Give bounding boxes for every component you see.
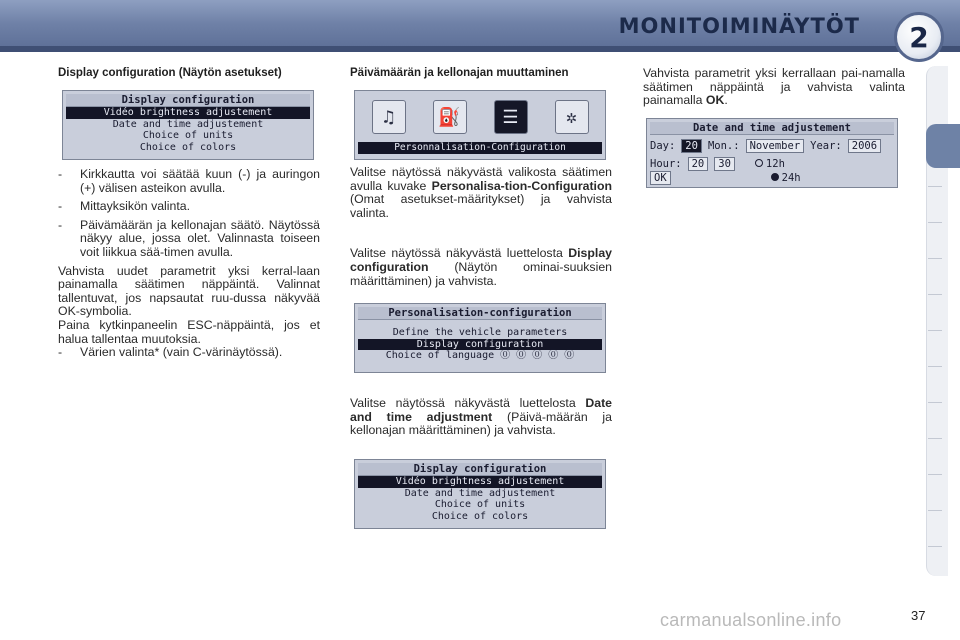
radio-icon [755,159,763,167]
paragraph [350,397,612,438]
list-item: - Värien valinta* (vain C-värinäytössä). [58,346,320,360]
side-tab-divider [928,510,942,511]
format-24h-label: 24h [781,172,801,184]
paragraph: Paina kytkinpaneelin ESC-näppäintä, jos et halua tallentaa muutoksia. [58,317,320,346]
year-label: Year: [810,140,842,152]
time-row [650,157,894,171]
day-field[interactable]: 20 [681,139,702,153]
paragraph-bold: Personalisa-tion-Configuration [431,178,612,193]
paragraph-text: (Näytön ominai-suuksien määrittäminen) ja vahvista. [350,259,612,288]
lcd-menu-item[interactable]: Date and time adjustement [112,118,264,130]
lcd-title: Display configuration [358,463,602,476]
side-tab-divider [928,294,942,295]
lcd-title: Date and time adjustement [650,122,894,135]
lighting-icon[interactable]: ✲ [555,100,589,134]
lcd-menu-item[interactable]: Choice of units [142,130,234,141]
lcd-personalisation-icons [354,90,606,160]
paragraph-text: (Omat asetukset-määritykset) ja vahvista valinta. [350,192,612,220]
list-item-text: Kirkkautta voi säätää kuun (-) ja auringon (+) välisen asteikon avulla. [80,167,320,195]
lcd-title: Display configuration [66,94,310,107]
lcd-display-configuration-2 [354,459,606,529]
header-band-shadow [0,46,960,52]
fuel-pump-icon[interactable]: ⛽ [433,100,467,134]
paragraph-text: Vahvista parametrit yksi kerrallaan pai-namalla säätimen näppäintä ja vahvista valinta painamalla [643,66,905,108]
list-item-text: Värien valinta* (vain C-värinäytössä). [80,345,283,360]
column-1 [58,67,320,81]
day-label: Day: [650,140,676,152]
page-header [0,0,960,58]
side-tab-divider [928,330,942,331]
paragraph-bold: OK [705,93,725,108]
lcd-menu-item[interactable]: Vidéo brightness adjustement [358,476,602,488]
page-number: 37 [911,608,926,623]
side-tab-active[interactable] [926,124,960,168]
lcd-personalisation-configuration [354,303,606,373]
list-item: - Päivämäärän ja kellonajan säätö. Näytössä näkyy alue, jossa olet. Valinnasta toiseen voit liikkua sää-timen avulla. [58,217,320,259]
format-24h-option[interactable] [771,171,801,185]
month-label: Mon.: [707,140,740,152]
paragraph-bold: Date and time adjustment [350,396,612,424]
paragraph [643,67,905,108]
paragraph [350,166,612,220]
side-tab-divider [928,258,942,259]
date-row [650,139,894,153]
paragraph-text: Valitse näytössä näkyvästä luettelosta [350,246,569,261]
format-12h-option[interactable] [755,157,785,171]
paragraph-bold: Display configuration [350,246,612,274]
paragraph-text: (Päivä-määrän ja kellonajan määrittäminen) ja vahvista. [350,409,612,438]
year-field[interactable]: 2006 [848,139,881,153]
lcd-menu-item[interactable]: Vidéo brightness adjustement [66,107,310,119]
list-item: - Kirkkautta voi säätää kuun (-) ja auringon (+) välisen asteikon avulla. [58,167,320,195]
lcd-title: Personalisation-configuration [358,307,602,320]
hour-label: Hour: [650,158,682,170]
lcd-display-configuration [62,90,314,160]
side-tab-divider [928,222,942,223]
icon-row [358,98,602,136]
paragraph: Vahvista uudet parametrit yksi kerral-laan painamalla säätimen näppäintä. Valinnat tallentuvat, jos napsautat ruu-dussa näkyvää OK-symbolia. [58,263,320,319]
section-heading: Päivämäärän ja kellonajan muuttaminen [350,67,569,79]
side-tab-divider [928,186,942,187]
list-item: - Mittayksikön valinta. [58,200,320,214]
lcd-menu-item[interactable]: Choice of colors [431,510,529,522]
watermark: carmanualsonline.info [660,610,842,630]
chapter-number-badge: 2 [894,12,944,62]
list-item-text: Mittayksikön valinta. [80,199,191,214]
paragraph-text: Valitse näytössä näkyvästä luettelosta [350,396,586,410]
lcd-menu-item[interactable]: Choice of units [434,499,526,510]
music-note-icon[interactable]: ♫ [372,100,406,134]
paragraph [350,247,612,288]
hour-field[interactable]: 20 [688,157,709,171]
ok-button[interactable]: OK [650,171,671,185]
list-item-text: Päivämäärän ja kellonajan säätö. Näytössä näkyy alue, jossa olet. Valinnasta toiseen voit liikkua sää-timen avulla. [80,217,320,259]
lcd-date-time-adjustment [646,118,898,188]
lcd-caption: Personnalisation-Configuration [358,142,602,154]
lcd-menu-item[interactable]: Display configuration [358,339,602,351]
side-tab-divider [928,438,942,439]
side-tab-divider [928,402,942,403]
month-field[interactable]: November [746,139,805,153]
column-2 [350,67,612,81]
lcd-menu-item[interactable]: Define the vehicle parameters [392,327,568,338]
side-tab-divider [928,474,942,475]
lcd-menu-item[interactable]: Choice of colors [139,141,237,153]
lcd-menu-item[interactable]: Choice of language ⓪ ⓪ ⓪ ⓪ ⓪ [385,350,575,361]
paragraph-text: . [724,93,728,108]
format-12h-label: 12h [765,158,785,170]
radio-selected-icon [771,173,779,181]
chapter-title: MONITOIMINÄYTÖT [618,14,860,38]
ok-row [650,171,894,185]
settings-sliders-icon[interactable]: ☰ [494,100,528,134]
side-tab-divider [928,366,942,367]
column-3 [643,67,905,108]
date-time-form [650,139,894,185]
column-2-body-2 [350,397,612,438]
section-heading: Display configuration (Näytön asetukset) [58,67,282,79]
lcd-menu-item[interactable]: Date and time adjustement [404,487,556,499]
side-tab-divider [928,546,942,547]
column-1-body [58,168,320,360]
paragraph-text: Valitse näytössä näkyvästä valikosta säätimen avulla kuvake [350,165,612,193]
column-2-body [350,166,612,288]
minute-field[interactable]: 30 [714,157,735,171]
